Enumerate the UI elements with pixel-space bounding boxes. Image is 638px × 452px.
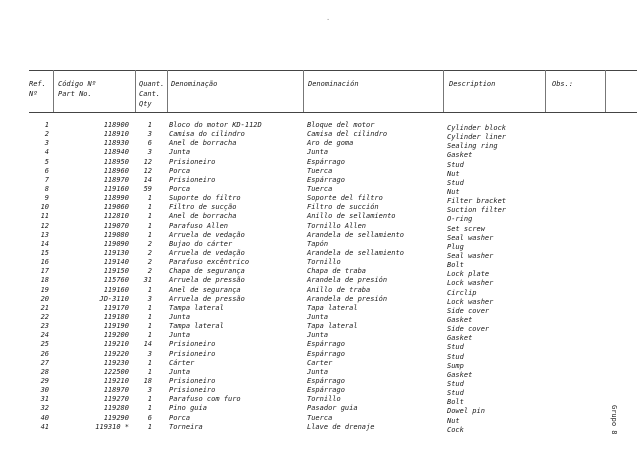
portuguese-name-cell: Arruela de vedação	[169, 248, 245, 257]
table-row	[29, 167, 637, 176]
english-name-cell: O-ring	[447, 215, 473, 224]
ref-cell: 12	[40, 221, 49, 230]
english-name-cell: Stud	[447, 178, 464, 187]
table-row	[29, 148, 637, 160]
part-number-cell: 119280	[103, 404, 129, 413]
column-divider	[605, 70, 606, 112]
part-number-cell: 118910	[103, 130, 129, 139]
portuguese-name-cell: Porca	[169, 184, 191, 193]
portuguese-name-cell: Suporte do filtro	[169, 194, 241, 203]
part-number-cell: 118930	[103, 139, 129, 148]
english-name-cell: Gasket	[447, 334, 473, 343]
part-number-cell: 119150	[103, 267, 129, 276]
table-row	[29, 139, 637, 151]
table-row	[29, 176, 637, 185]
part-number-cell: 119060	[103, 203, 129, 212]
quantity-cell: 1	[147, 367, 152, 376]
header-bottom-rule	[29, 112, 637, 113]
part-number-cell: 118990	[103, 194, 129, 203]
part-number-cell: 119170	[103, 303, 129, 312]
part-number-cell: 119160	[103, 184, 129, 193]
quantity-cell: 12	[143, 166, 152, 175]
english-name-cell: Bolt	[447, 398, 464, 407]
english-name-cell: Suction filter	[447, 206, 507, 215]
ref-cell: 40	[40, 413, 49, 422]
english-name-cell: Nut	[447, 416, 460, 425]
english-name-cell: Nut	[447, 187, 460, 196]
quantity-cell: 1	[147, 194, 152, 203]
spanish-name-cell: Junta	[307, 367, 329, 376]
parts-rows	[29, 121, 637, 432]
portuguese-name-cell: Anel de borracha	[169, 139, 237, 148]
table-row	[29, 386, 637, 398]
ref-cell: 41	[40, 422, 49, 431]
english-name-cell: Cock	[447, 425, 464, 434]
table-row	[29, 276, 637, 288]
quantity-cell: 6	[147, 139, 152, 148]
spanish-name-cell: Arandela de sellamiento	[307, 248, 404, 257]
ref-cell: 24	[40, 331, 49, 340]
english-name-cell: Nut	[447, 169, 460, 178]
english-name-cell: Stud	[447, 379, 464, 388]
spanish-name-cell: Arandela de sellamiento	[307, 230, 404, 239]
spanish-name-cell: Llave de drenaje	[307, 422, 375, 431]
quantity-cell: 31	[143, 276, 152, 285]
column-divider	[53, 70, 54, 112]
quantity-cell: 3	[147, 386, 152, 395]
english-name-cell: Side cover	[447, 306, 490, 315]
spanish-name-cell: Tuerca	[307, 184, 333, 193]
portuguese-name-cell: Junta	[169, 312, 191, 321]
spanish-name-cell: Aro de goma	[307, 139, 354, 148]
part-number-cell: 118970	[103, 386, 129, 395]
part-number-cell: 119080	[103, 230, 129, 239]
ref-cell: 25	[40, 340, 49, 349]
part-number-cell: 119310 *	[95, 422, 129, 431]
spanish-name-cell: Espárrago	[307, 175, 345, 184]
table-row	[29, 395, 637, 407]
part-number-cell: 118960	[103, 166, 129, 175]
portuguese-name-cell: Prisioneiro	[169, 386, 216, 395]
portuguese-name-cell: Torneira	[169, 422, 203, 431]
ref-cell: 5	[44, 157, 49, 166]
portuguese-name-cell: Arruela de pressão	[169, 276, 245, 285]
top-mark: .	[326, 14, 331, 22]
quantity-cell: 1	[147, 331, 152, 340]
part-number-cell: 119070	[103, 221, 129, 230]
part-number-cell: 119190	[103, 322, 129, 331]
parts-list-sheet	[29, 70, 637, 444]
portuguese-name-cell: Anel de segurança	[169, 285, 241, 294]
part-number-cell: 118900	[103, 121, 129, 129]
english-name-cell: Cylinder block	[447, 124, 507, 132]
spanish-name-cell: Tapa lateral	[307, 303, 358, 312]
spanish-name-cell: Tuerca	[307, 413, 333, 422]
portuguese-name-cell: Parafuso com furo	[169, 395, 241, 404]
spanish-name-cell: Tornillo	[307, 395, 341, 404]
portuguese-name-cell: Junta	[169, 148, 191, 157]
part-number-cell: 119180	[103, 312, 129, 321]
spanish-name-cell: Arandela de presión	[307, 276, 388, 285]
part-number-cell: JD-3110	[99, 294, 129, 303]
part-number-cell: 119090	[103, 239, 129, 248]
quantity-cell: 1	[147, 221, 152, 230]
table-row	[29, 130, 637, 142]
header-obs: Obs.:	[552, 80, 574, 88]
portuguese-name-cell: Tampa lateral	[169, 303, 224, 312]
ref-cell: 30	[40, 386, 49, 395]
quantity-cell: 1	[147, 404, 152, 413]
quantity-cell: 1	[147, 203, 152, 212]
spanish-name-cell: Bloque del motor	[307, 121, 375, 129]
part-number-cell: 119290	[103, 413, 129, 422]
table-row	[29, 249, 637, 258]
ref-cell: 29	[40, 376, 49, 385]
spanish-name-cell: Tapón	[307, 239, 329, 248]
quantity-cell: 18	[143, 376, 152, 385]
quantity-cell: 1	[147, 322, 152, 331]
table-row	[29, 194, 637, 206]
table-row	[29, 231, 637, 240]
english-name-cell: Stud	[447, 160, 464, 169]
ref-cell: 1	[44, 121, 49, 129]
spanish-name-cell: Tornillo	[307, 258, 341, 267]
table-row	[29, 404, 637, 416]
portuguese-name-cell: Prisioneiro	[169, 157, 216, 166]
ref-cell: 27	[40, 358, 49, 367]
quantity-cell: 1	[147, 121, 152, 129]
quantity-cell: 1	[147, 303, 152, 312]
quantity-cell: 1	[147, 285, 152, 294]
english-name-cell: Stud	[447, 389, 464, 398]
part-number-cell: 119210	[103, 376, 129, 385]
group-label: Grupo 8	[610, 405, 618, 435]
part-number-cell: 112810	[103, 212, 129, 221]
column-divider	[303, 70, 304, 112]
quantity-cell: 1	[147, 358, 152, 367]
spanish-name-cell: Soporte del filtro	[307, 194, 383, 203]
quantity-cell: 3	[147, 349, 152, 358]
table-row	[29, 121, 637, 130]
quantity-cell: 14	[143, 340, 152, 349]
english-name-cell: Sump	[447, 361, 464, 370]
ref-cell: 6	[44, 166, 49, 175]
ref-cell: 11	[40, 212, 49, 221]
portuguese-name-cell: Junta	[169, 331, 191, 340]
part-number-cell: 119200	[103, 331, 129, 340]
english-name-cell: Plug	[447, 242, 464, 251]
spanish-name-cell: Anillo de traba	[307, 285, 371, 294]
english-name-cell: Gasket	[447, 315, 473, 324]
english-name-cell: Bolt	[447, 261, 464, 270]
table-row	[29, 240, 637, 249]
english-name-cell: Dowel pin	[447, 407, 485, 416]
portuguese-name-cell: Pino guia	[169, 404, 207, 413]
spanish-name-cell: Tapa lateral	[307, 322, 358, 331]
spanish-name-cell: Tuerca	[307, 166, 333, 175]
spanish-name-cell: Anillo de sellamiento	[307, 212, 396, 221]
spanish-name-cell: Espárrago	[307, 349, 345, 358]
quantity-cell: 6	[147, 413, 152, 422]
quantity-cell: 2	[147, 258, 152, 267]
column-divider	[167, 70, 168, 112]
table-row	[29, 295, 637, 304]
ref-cell: 3	[44, 139, 49, 148]
portuguese-name-cell: Prisioneiro	[169, 175, 216, 184]
quantity-cell: 3	[147, 130, 152, 139]
quantity-cell: 14	[143, 175, 152, 184]
portuguese-name-cell: Junta	[169, 367, 191, 376]
quantity-cell: 1	[147, 312, 152, 321]
spanish-name-cell: Camisa del cilindro	[307, 130, 388, 139]
ref-cell: 21	[40, 303, 49, 312]
header-spanish: Denominación	[308, 80, 359, 88]
part-number-cell: 122500	[103, 367, 129, 376]
spanish-name-cell: Junta	[307, 312, 329, 321]
english-name-cell: Gasket	[447, 151, 473, 160]
quantity-cell: 1	[147, 230, 152, 239]
table-row	[29, 359, 637, 368]
table-row	[29, 322, 637, 334]
ref-cell: 20	[40, 294, 49, 303]
table-row	[29, 340, 637, 352]
part-number-cell: 119220	[103, 349, 129, 358]
part-number-cell: 119160	[103, 285, 129, 294]
header-portuguese: Denominação	[171, 80, 218, 88]
header-english: Description	[449, 80, 496, 88]
ref-cell: 4	[44, 148, 49, 157]
quantity-cell: 1	[147, 212, 152, 221]
ref-cell: 16	[40, 258, 49, 267]
table-row	[29, 185, 637, 194]
ref-cell: 2	[44, 130, 49, 139]
spanish-name-cell: Carter	[307, 358, 333, 367]
table-row	[29, 304, 637, 313]
table-row	[29, 423, 637, 432]
english-name-cell: Filter bracket	[447, 197, 507, 206]
spanish-name-cell: Pasador guia	[307, 404, 358, 413]
ref-cell: 13	[40, 230, 49, 239]
english-name-cell: Lock washer	[447, 279, 494, 288]
spanish-name-cell: Arandela de presión	[307, 294, 388, 303]
spanish-name-cell: Espárrago	[307, 376, 345, 385]
quantity-cell: 3	[147, 148, 152, 157]
portuguese-name-cell: Arruela de pressão	[169, 294, 245, 303]
ref-cell: 17	[40, 267, 49, 276]
ref-cell: 31	[40, 395, 49, 404]
spanish-name-cell: Tornillo Allen	[307, 221, 367, 230]
english-name-cell: Side cover	[447, 325, 490, 334]
ref-cell: 26	[40, 349, 49, 358]
english-name-cell: Lock washer	[447, 297, 494, 306]
table-row	[29, 212, 637, 224]
quantity-cell: 2	[147, 239, 152, 248]
table-row	[29, 331, 637, 343]
quantity-cell: 2	[147, 267, 152, 276]
part-number-cell: 119130	[103, 248, 129, 257]
ref-cell: 18	[40, 276, 49, 285]
english-name-cell: Gasket	[447, 370, 473, 379]
ref-cell: 9	[44, 194, 49, 203]
spanish-name-cell: Chapa de traba	[307, 267, 367, 276]
portuguese-name-cell: Prisioneiro	[169, 349, 216, 358]
portuguese-name-cell: Camisa do cilindro	[169, 130, 245, 139]
quantity-cell: 1	[147, 395, 152, 404]
portuguese-name-cell: Bujao do cárter	[169, 239, 233, 248]
english-name-cell: Stud	[447, 352, 464, 361]
part-number-cell: 119270	[103, 395, 129, 404]
ref-cell: 14	[40, 239, 49, 248]
table-row	[29, 350, 637, 359]
portuguese-name-cell: Filtro de sucção	[169, 203, 237, 212]
header-code: Código Nº Part No.	[58, 80, 96, 98]
table-row	[29, 414, 637, 423]
english-name-cell: Lock plate	[447, 270, 490, 279]
part-number-cell: 118950	[103, 157, 129, 166]
spanish-name-cell: Espárrago	[307, 340, 345, 349]
english-name-cell: Cylinder liner	[447, 133, 507, 142]
part-number-cell: 118970	[103, 175, 129, 184]
spanish-name-cell: Filtro de succión	[307, 203, 379, 212]
ref-cell: 7	[44, 175, 49, 184]
portuguese-name-cell: Chapa de segurança	[169, 267, 245, 276]
table-row	[29, 158, 637, 167]
portuguese-name-cell: Tampa lateral	[169, 322, 224, 331]
table-row	[29, 368, 637, 377]
ref-cell: 28	[40, 367, 49, 376]
english-name-cell: Seal washer	[447, 251, 494, 260]
part-number-cell: 115760	[103, 276, 129, 285]
table-row	[29, 286, 637, 295]
english-name-cell: Sealing ring	[447, 142, 498, 151]
column-divider	[135, 70, 136, 112]
ref-cell: 10	[40, 203, 49, 212]
table-row	[29, 377, 637, 386]
ref-cell: 8	[44, 184, 49, 193]
portuguese-name-cell: Prisioneiro	[169, 340, 216, 349]
ref-cell: 22	[40, 312, 49, 321]
portuguese-name-cell: Prisioneiro	[169, 376, 216, 385]
column-divider	[545, 70, 546, 112]
quantity-cell: 12	[143, 157, 152, 166]
table-row	[29, 222, 637, 231]
portuguese-name-cell: Cárter	[169, 358, 195, 367]
english-name-cell: Stud	[447, 343, 464, 352]
column-divider	[443, 70, 444, 112]
table-row	[29, 258, 637, 270]
table-row	[29, 203, 637, 215]
portuguese-name-cell: Parafuso excêntrico	[169, 258, 250, 267]
table-row	[29, 313, 637, 322]
portuguese-name-cell: Anel de borracha	[169, 212, 237, 221]
portuguese-name-cell: Porca	[169, 413, 191, 422]
spanish-name-cell: Junta	[307, 331, 329, 340]
spanish-name-cell: Junta	[307, 148, 329, 157]
quantity-cell: 1	[147, 422, 152, 431]
spanish-name-cell: Espárrago	[307, 157, 345, 166]
portuguese-name-cell: Porca	[169, 166, 191, 175]
quantity-cell: 59	[143, 184, 152, 193]
part-number-cell: 119140	[103, 258, 129, 267]
header-qty: Quant. Cant. Qty	[139, 80, 165, 108]
header-ref: Ref. Nº	[29, 80, 46, 98]
ref-cell: 19	[40, 285, 49, 294]
ref-cell: 23	[40, 322, 49, 331]
english-name-cell: Set screw	[447, 224, 485, 233]
quantity-cell: 3	[147, 294, 152, 303]
english-name-cell: Circlip	[447, 288, 477, 297]
spanish-name-cell: Espárrago	[307, 386, 345, 395]
portuguese-name-cell: Bloco do motor KD-112D	[169, 121, 262, 129]
portuguese-name-cell: Parafuso Allen	[169, 221, 229, 230]
ref-cell: 32	[40, 404, 49, 413]
part-number-cell: 118940	[103, 148, 129, 157]
quantity-cell: 2	[147, 248, 152, 257]
english-name-cell: Seal washer	[447, 233, 494, 242]
table-row	[29, 267, 637, 279]
part-number-cell: 119230	[103, 358, 129, 367]
ref-cell: 15	[40, 248, 49, 257]
portuguese-name-cell: Arruela de vedação	[169, 230, 245, 239]
part-number-cell: 119210	[103, 340, 129, 349]
